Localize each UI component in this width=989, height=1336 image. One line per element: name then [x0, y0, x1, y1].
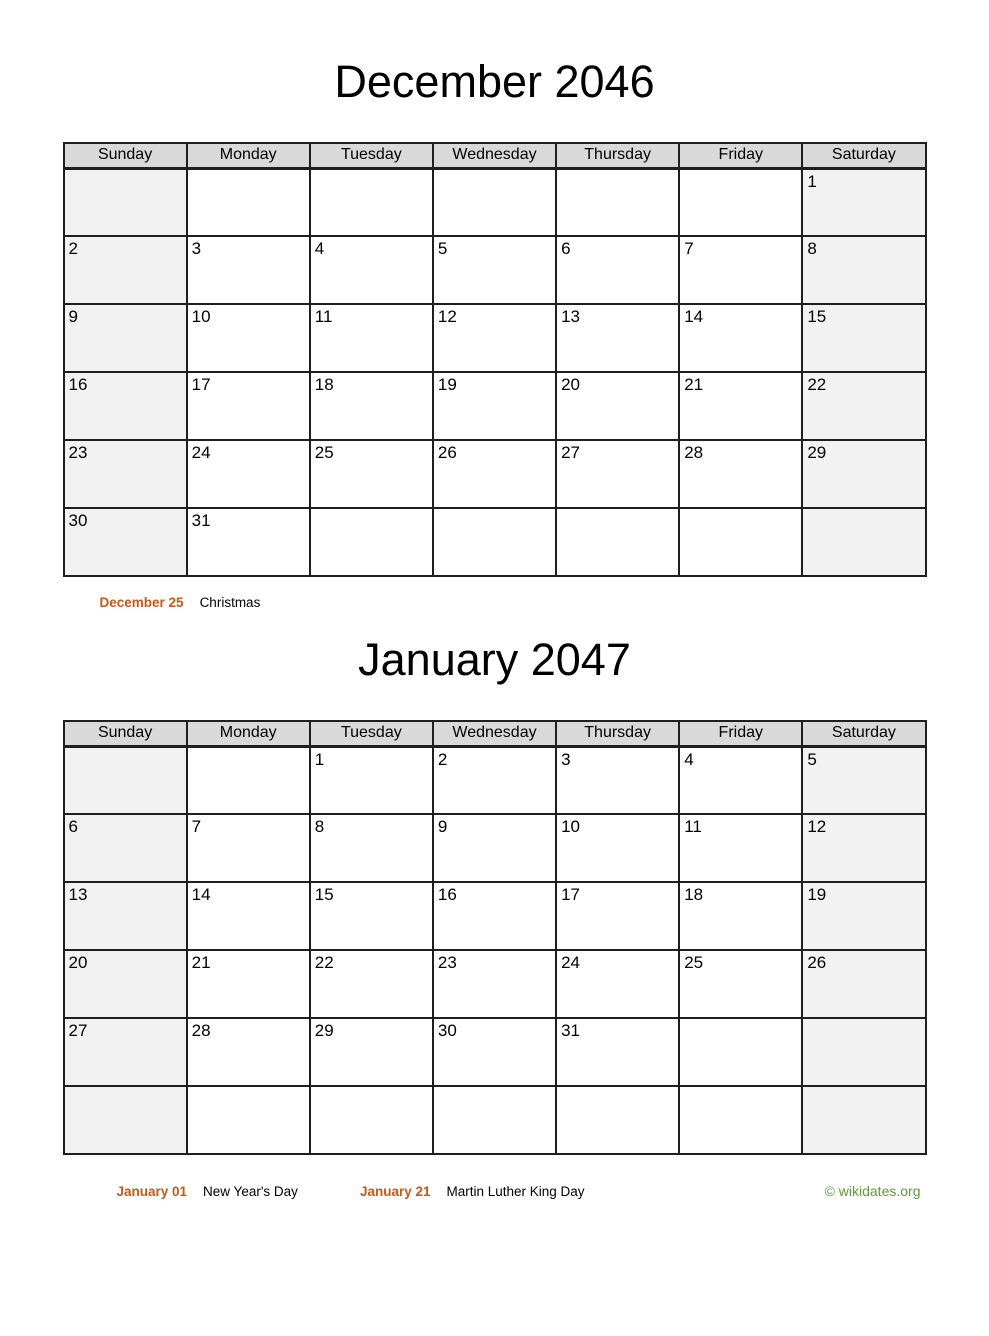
calendar-cell-day-6 — [556, 236, 679, 304]
day-number: 7 — [684, 239, 694, 258]
holiday-list-january — [63, 1183, 927, 1199]
calendar-cell-day-22 — [310, 950, 433, 1018]
calendar-week-row — [64, 168, 926, 236]
day-number: 24 — [191, 443, 211, 462]
holiday-date: January 21 — [359, 1184, 431, 1199]
calendar-cell-day-19 — [433, 372, 556, 440]
day-number: 2 — [437, 749, 448, 769]
holiday-date: December 25 — [99, 595, 184, 610]
day-number: 6 — [68, 817, 78, 836]
calendar-cell-empty — [556, 1086, 679, 1154]
calendar-grid-december — [63, 142, 927, 577]
day-number: 26 — [437, 443, 457, 462]
holiday-item — [360, 1184, 585, 1199]
calendar-cell-day-29 — [802, 440, 925, 508]
calendar-cell-day-29 — [310, 1018, 433, 1086]
day-number: 29 — [807, 443, 827, 462]
calendar-week-row — [64, 1018, 926, 1086]
calendar-cell-day-3 — [556, 746, 679, 814]
calendar-cell-day-26 — [433, 440, 556, 508]
calendar-cell-day-24 — [187, 440, 310, 508]
calendar-cell-empty — [187, 1086, 310, 1154]
calendar-week-row — [64, 304, 926, 372]
calendar-title-december: December 2046 — [334, 56, 655, 107]
day-number: 21 — [191, 953, 211, 972]
calendar-cell-day-10 — [187, 304, 310, 372]
day-number: 8 — [807, 239, 817, 258]
calendar-cell-empty — [187, 746, 310, 814]
day-number: 13 — [561, 307, 580, 326]
calendar-cell-day-7 — [187, 814, 310, 882]
calendar-cell-day-12 — [802, 814, 925, 882]
calendar-cell-empty — [433, 508, 556, 576]
calendar-cell-day-25 — [310, 440, 433, 508]
calendar-cell-day-28 — [679, 440, 802, 508]
day-number: 15 — [314, 885, 334, 904]
calendar-cell-empty — [556, 168, 679, 236]
calendar-cell-empty — [679, 508, 802, 576]
calendar-cell-day-3 — [187, 236, 310, 304]
calendar-cell-day-17 — [187, 372, 310, 440]
day-number: 5 — [437, 239, 448, 258]
day-number: 10 — [191, 307, 211, 326]
day-number: 3 — [561, 749, 571, 769]
day-number: 28 — [684, 443, 704, 462]
holiday-list-december — [63, 595, 927, 610]
calendar-cell-day-14 — [679, 304, 802, 372]
calendar-cell-day-15 — [310, 882, 433, 950]
calendar-cell-day-18 — [679, 882, 802, 950]
weekday-header-row — [64, 143, 926, 168]
day-number: 11 — [684, 817, 702, 836]
calendar-cell-day-16 — [64, 372, 187, 440]
calendar-cell-empty — [802, 1086, 925, 1154]
day-number: 22 — [314, 953, 334, 972]
day-number: 24 — [561, 953, 580, 972]
calendar-week-row — [64, 508, 926, 576]
day-number: 5 — [807, 749, 817, 769]
calendar-cell-day-21 — [679, 372, 802, 440]
day-number: 31 — [561, 1021, 580, 1040]
day-number: 21 — [684, 375, 704, 394]
calendar-cell-day-31 — [556, 1018, 679, 1086]
calendar-week-row — [64, 882, 926, 950]
weekday-header-tuesday: Tuesday — [310, 143, 433, 168]
day-number: 18 — [684, 885, 704, 904]
calendar-cell-empty — [433, 1086, 556, 1154]
day-number: 31 — [191, 511, 211, 530]
calendar-cell-empty — [802, 508, 925, 576]
day-number: 1 — [807, 171, 817, 191]
day-number: 10 — [561, 817, 580, 836]
calendar-cell-day-5 — [802, 746, 925, 814]
calendar-cell-day-9 — [64, 304, 187, 372]
day-number: 14 — [191, 885, 211, 904]
day-number: 30 — [68, 511, 88, 530]
calendar-cell-day-16 — [433, 882, 556, 950]
weekday-header-friday: Friday — [679, 143, 802, 168]
calendar-cell-day-8 — [310, 814, 433, 882]
weekday-header-saturday: Saturday — [802, 143, 925, 168]
calendar-cell-empty — [64, 168, 187, 236]
holiday-item — [117, 1184, 298, 1199]
weekday-header-monday: Monday — [187, 721, 310, 746]
weekday-header-friday: Friday — [679, 721, 802, 746]
calendar-cell-day-4 — [310, 236, 433, 304]
calendar-cell-day-11 — [310, 304, 433, 372]
calendar-cell-day-1 — [802, 168, 925, 236]
calendar-cell-day-2 — [433, 746, 556, 814]
calendar-cell-empty — [310, 508, 433, 576]
calendar-cell-day-5 — [433, 236, 556, 304]
calendar-cell-day-14 — [187, 882, 310, 950]
calendar-cell-day-21 — [187, 950, 310, 1018]
calendar-cell-day-2 — [64, 236, 187, 304]
holiday-name: Christmas — [199, 595, 261, 610]
calendar-cell-day-18 — [310, 372, 433, 440]
calendar-cell-day-12 — [433, 304, 556, 372]
day-number: 4 — [314, 239, 325, 258]
holiday-date: January 01 — [116, 1184, 188, 1199]
weekday-header-saturday: Saturday — [802, 721, 925, 746]
holiday-item — [100, 595, 261, 610]
weekday-header-sunday: Sunday — [64, 143, 187, 168]
day-number: 12 — [437, 307, 457, 326]
day-number: 30 — [437, 1021, 457, 1040]
weekday-header-monday: Monday — [187, 143, 310, 168]
calendar-cell-day-8 — [802, 236, 925, 304]
day-number: 3 — [191, 239, 202, 258]
calendar-week-row — [64, 440, 926, 508]
calendar-cell-day-19 — [802, 882, 925, 950]
day-number: 1 — [314, 749, 325, 769]
calendar-cell-empty — [556, 508, 679, 576]
calendar-grid-january — [63, 720, 927, 1155]
calendar-cell-day-15 — [802, 304, 925, 372]
day-number: 25 — [314, 443, 334, 462]
calendar-section-january-2047 — [0, 634, 989, 1199]
day-number: 27 — [561, 443, 580, 462]
calendar-cell-day-23 — [64, 440, 187, 508]
weekday-header-sunday: Sunday — [64, 721, 187, 746]
calendar-cell-empty — [679, 168, 802, 236]
calendar-cell-day-1 — [310, 746, 433, 814]
calendar-cell-empty — [187, 168, 310, 236]
calendar-week-row — [64, 372, 926, 440]
calendar-week-row — [64, 1086, 926, 1154]
day-number: 20 — [68, 953, 88, 972]
day-number: 12 — [807, 817, 827, 836]
day-number: 19 — [807, 885, 827, 904]
calendar-week-row — [64, 746, 926, 814]
calendar-cell-day-20 — [556, 372, 679, 440]
day-number: 7 — [191, 817, 202, 836]
calendar-cell-day-25 — [679, 950, 802, 1018]
calendar-cell-day-30 — [433, 1018, 556, 1086]
day-number: 17 — [191, 375, 211, 394]
calendar-cell-day-26 — [802, 950, 925, 1018]
day-number: 14 — [684, 307, 704, 326]
calendar-cell-day-9 — [433, 814, 556, 882]
calendar-cell-day-30 — [64, 508, 187, 576]
calendar-cell-day-11 — [679, 814, 802, 882]
calendar-title-january: January 2047 — [358, 634, 631, 685]
weekday-header-wednesday: Wednesday — [433, 721, 556, 746]
day-number: 16 — [68, 375, 88, 394]
day-number: 20 — [561, 375, 580, 394]
day-number: 25 — [684, 953, 704, 972]
holiday-name: New Year's Day — [203, 1184, 298, 1199]
day-number: 9 — [68, 307, 78, 326]
day-number: 18 — [314, 375, 334, 394]
calendar-cell-day-13 — [556, 304, 679, 372]
day-number: 29 — [314, 1021, 334, 1040]
weekday-header-wednesday: Wednesday — [433, 143, 556, 168]
day-number: 28 — [191, 1021, 211, 1040]
calendar-cell-day-4 — [679, 746, 802, 814]
day-number: 15 — [807, 307, 827, 326]
calendar-cell-day-13 — [64, 882, 187, 950]
day-number: 8 — [314, 817, 325, 836]
calendar-cell-day-6 — [64, 814, 187, 882]
weekday-header-tuesday: Tuesday — [310, 721, 433, 746]
day-number: 23 — [68, 443, 88, 462]
copyright-link[interactable]: © wikidates.org — [824, 1183, 921, 1199]
calendar-cell-day-28 — [187, 1018, 310, 1086]
day-number: 11 — [314, 307, 333, 326]
calendar-cell-day-7 — [679, 236, 802, 304]
calendar-week-row — [64, 236, 926, 304]
calendar-cell-empty — [679, 1086, 802, 1154]
day-number: 19 — [437, 375, 457, 394]
calendar-cell-empty — [802, 1018, 925, 1086]
calendar-cell-empty — [310, 168, 433, 236]
day-number: 26 — [807, 953, 827, 972]
calendar-section-december-2046 — [0, 56, 989, 610]
holiday-name: Martin Luther King Day — [446, 1184, 585, 1199]
day-number: 17 — [561, 885, 580, 904]
calendar-cell-empty — [64, 1086, 187, 1154]
calendar-cell-day-23 — [433, 950, 556, 1018]
calendar-cell-day-20 — [64, 950, 187, 1018]
weekday-header-row — [64, 721, 926, 746]
calendar-cell-day-31 — [187, 508, 310, 576]
calendar-cell-day-27 — [64, 1018, 187, 1086]
calendar-cell-day-27 — [556, 440, 679, 508]
day-number: 23 — [437, 953, 457, 972]
day-number: 16 — [437, 885, 457, 904]
day-number: 22 — [807, 375, 827, 394]
calendar-cell-day-17 — [556, 882, 679, 950]
calendar-cell-empty — [679, 1018, 802, 1086]
calendar-week-row — [64, 814, 926, 882]
day-number: 2 — [68, 239, 78, 258]
calendar-cell-empty — [310, 1086, 433, 1154]
day-number: 27 — [68, 1021, 88, 1040]
calendar-cell-empty — [433, 168, 556, 236]
day-number: 6 — [561, 239, 571, 258]
calendar-week-row — [64, 950, 926, 1018]
weekday-header-thursday: Thursday — [556, 143, 679, 168]
calendar-cell-day-22 — [802, 372, 925, 440]
day-number: 9 — [437, 817, 448, 836]
calendar-cell-empty — [64, 746, 187, 814]
calendar-cell-day-24 — [556, 950, 679, 1018]
weekday-header-thursday: Thursday — [556, 721, 679, 746]
day-number: 13 — [68, 885, 88, 904]
calendar-cell-day-10 — [556, 814, 679, 882]
day-number: 4 — [684, 749, 694, 769]
